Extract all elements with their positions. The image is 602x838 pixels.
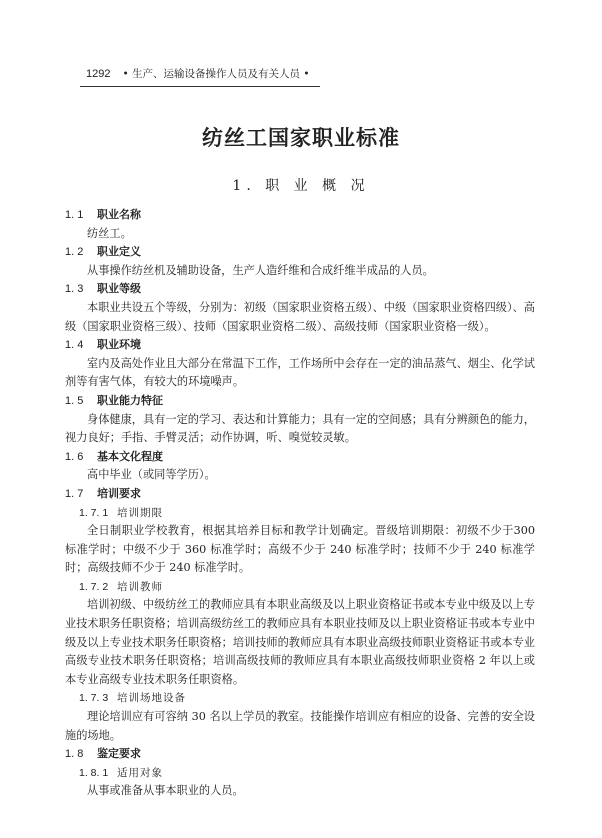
running-title: • 生产、运输设备操作人员及有关人员 • <box>122 68 310 80</box>
subsection-heading <box>65 578 535 597</box>
paragraph: 室内及高处作业且大部分在常温下工作，工作场所中会存在一定的油品蒸气、烟尘、化学试剂等有害气体，有较大的环境噪声。 <box>65 356 535 389</box>
section-title: 基本文化程度 <box>97 450 163 463</box>
section-title: 培训场地设备 <box>117 692 186 705</box>
section-title: 培训要求 <box>97 487 141 500</box>
section-heading <box>65 448 535 467</box>
section-title: 职业环境 <box>97 339 141 352</box>
section-number: 1. 7. 3 <box>79 692 109 705</box>
paragraph: 身体健康，具有一定的学习、表达和计算能力；具有一定的空间感；具有分辨颜色的能力，视力良好；手指、手臂灵活；动作协调，听、嗅觉较灵敏。 <box>65 412 535 445</box>
paragraph: 全日制职业学校教育，根据其培养目标和教学计划确定。晋级培训期限：初级不少于300 标准学时；中级不少于 360 标准学时；高级不少于 240 标准学时；技师不少于 240 标准学时；高级技师不少于 240 标准学时。 <box>65 524 535 575</box>
section-number: 1. 5 <box>65 394 84 407</box>
section-number: 1. 7. 1 <box>79 506 109 519</box>
section-number: 1. 2 <box>65 246 84 259</box>
subsection-heading <box>65 764 535 783</box>
section-number: 1. 3 <box>65 283 84 296</box>
section-title: 职业等级 <box>97 283 141 296</box>
paragraph: 从事操作纺丝机及辅助设备，生产人造纤维和合成纤维半成品的人员。 <box>87 263 434 277</box>
running-header <box>80 66 320 87</box>
paragraph: 培训初级、中级纺丝工的教师应具有本职业高级及以上职业资格证书或本专业中级及以上专业技术职务任职资格；培训高级纺丝工的教师应具有本职业技师及以上职业资格证书或本专业中级及以上专业技术职务任职资格；培训技师的教师应具有本职业高级技师职业资格证书或本专业高级专业技术职务任职资格；培训高级技师的教师应具有本职业高级技师职业资格 2 年以上或本专业高级专业技术职务任职资格。 <box>65 598 535 686</box>
section-number: 1. 8. 1 <box>79 766 109 779</box>
paragraph: 本职业共设五个等级，分别为：初级（国家职业资格五级）、中级（国家职业资格四级）、高级（国家职业资格三级）、技师（国家职业资格二级）、高级技师（国家职业资格一级）。 <box>65 300 535 333</box>
section-heading <box>65 392 535 411</box>
section-heading <box>65 243 535 262</box>
subsection-heading <box>65 504 535 523</box>
section-heading <box>65 745 535 764</box>
section-title: 培训教师 <box>117 580 163 593</box>
section-number: 1. 7. 2 <box>79 580 109 593</box>
section-title: 培训期限 <box>117 506 163 519</box>
document-body <box>65 206 535 801</box>
chapter-heading: 1. 职 业 概 况 <box>232 178 370 194</box>
section-number: 1. 8 <box>65 748 84 761</box>
section-title: 职业能力特征 <box>97 394 163 407</box>
section-title: 职业名称 <box>97 209 141 221</box>
paragraph: 从事或准备从事本职业的人员。 <box>87 784 244 798</box>
subsection-heading <box>65 689 535 708</box>
section-heading <box>65 336 535 355</box>
section-number: 1. 6 <box>65 450 84 463</box>
section-number: 1. 1 <box>65 209 84 221</box>
page-number: 1292 <box>86 68 111 80</box>
section-title: 鉴定要求 <box>97 748 141 761</box>
section-heading <box>65 485 535 504</box>
section-title: 适用对象 <box>117 766 163 779</box>
paragraph: 理论培训应有可容纳 30 名以上学员的教室。技能操作培训应有相应的设备、完善的安全设施的场地。 <box>65 710 535 742</box>
section-heading <box>65 206 535 225</box>
section-title: 职业定义 <box>97 246 141 259</box>
paragraph: 高中毕业（或同等学历）。 <box>87 468 216 482</box>
paragraph: 纺丝工。 <box>87 226 132 240</box>
section-number: 1. 7 <box>65 487 84 500</box>
section-number: 1. 4 <box>65 339 84 352</box>
section-heading <box>65 280 535 299</box>
document-title: 纺丝工国家职业标准 <box>202 125 400 150</box>
